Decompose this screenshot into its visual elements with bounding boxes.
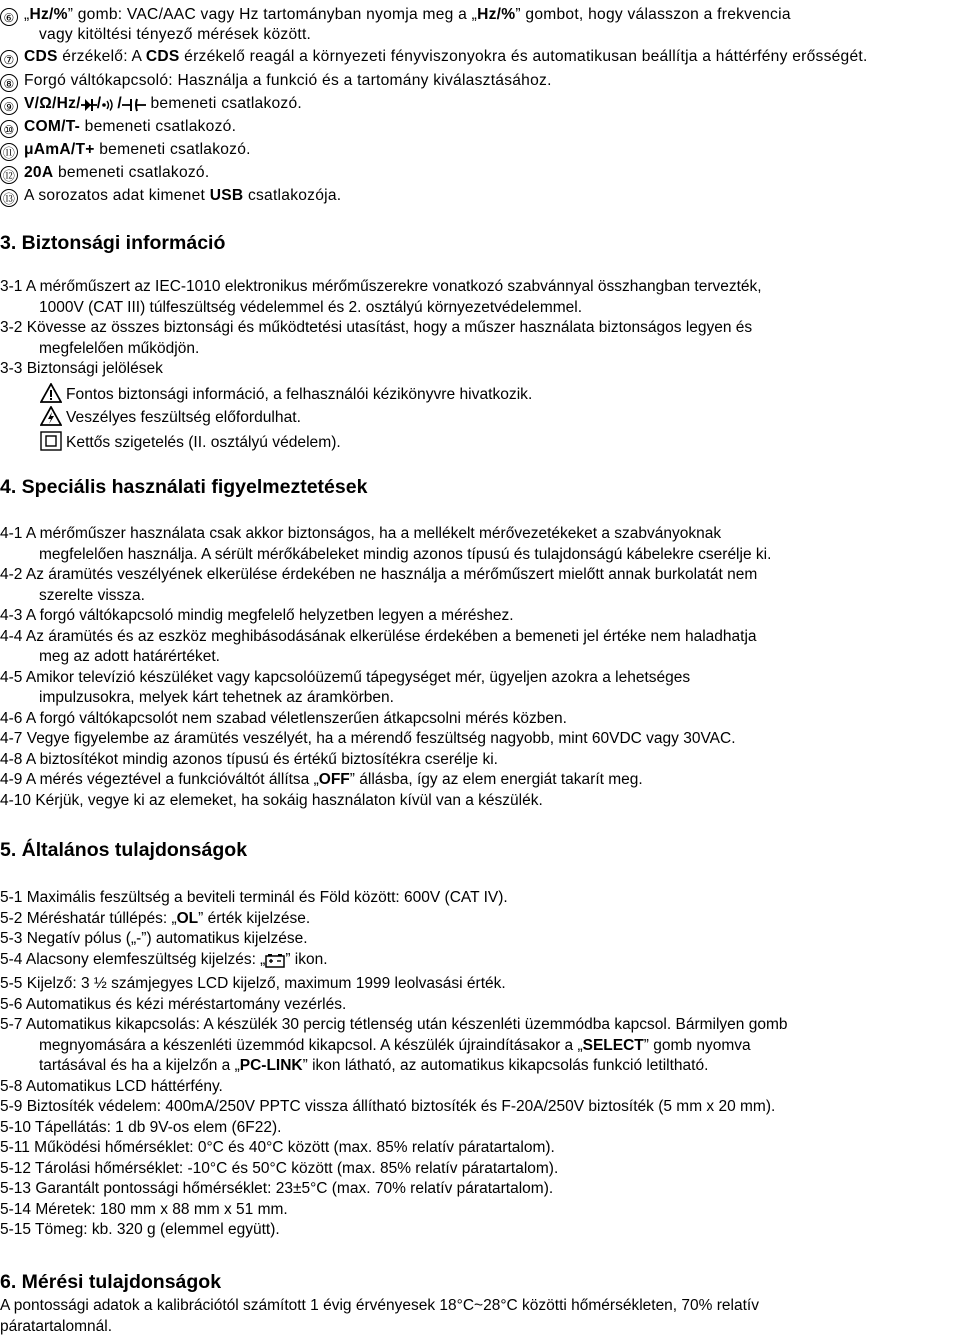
section-3-body: 3-1 A mérőműszert az IEC-1010 elektronikus mérőműszerekre vonatkozó szabvánnyal összhangban tervezték, 1000V (CAT III) túlfeszültség védelemmel és 2. osztályú környezetvédelemmel. 3-2 Kövesse az összes biztonsági és működtetési utasítást, hogy a műszer használata biztonságos legyen és megfelelően működjön. 3-3 Biztonsági jelölések — [0, 278, 762, 377]
buzzer-icon — [101, 98, 117, 118]
battery-icon — [265, 953, 285, 975]
warning-triangle-icon — [40, 383, 62, 403]
item-8: ⑧ Forgó váltókapcsoló: Használja a funkció és a tartomány kiválasztásához. — [0, 71, 552, 92]
section-5-heading: 5. Általános tulajdonságok — [0, 839, 248, 861]
hz-button-label: Hz/% — [29, 6, 68, 23]
diode-icon — [81, 98, 97, 118]
section-6-body: A pontossági adatok a kalibrációtól számított 1 évig érvényesek 18°C~28°C közötti hőmérsékleten, 70% relatív páratartalomnál. — [0, 1297, 759, 1335]
circled-number: ⑫ — [0, 166, 18, 184]
section-6-heading: 6. Mérési tulajdonságok — [0, 1271, 222, 1293]
safety-symbol-3: Kettős szigetelés (II. osztályú védelem). — [40, 431, 341, 453]
section-3-heading: 3. Biztonsági információ — [0, 232, 226, 254]
item-9: ⑨ V/Ω/Hz/ / / bemeneti csatlakozó. — [0, 94, 302, 118]
item-13: ⑬ A sorozatos adat kimenet USB csatlakozója. — [0, 186, 341, 207]
circled-number: ⑬ — [0, 189, 18, 207]
safety-symbol-1: Fontos biztonsági információ, a felhasználói kézikönyvre hivatkozik. — [40, 383, 532, 405]
circled-number: ⑨ — [0, 97, 18, 115]
section-4-body: 4-1 A mérőműszer használata csak akkor biztonságos, ha a mellékelt mérővezetékeket a szabványoknak megfelelően használja. A sérült mérőkábeleket mindig azonos típusú és tulajdonságú kábelekre cserélje ki. 4-2 Az áramütés veszélyének elkerülése érdekében ne használja a mérőműszert mielőtt annak burkolatát nem szerelte vissza. 4-3 A forgó váltókapcsoló mindig megfelelő helyzetben legyen a méréshez. 4-4 Az áramütés és az eszköz meghibásodásának elkerülése érdekében a bemeneti jel értéke nem haladhatja meg az adott határértéket. 4-5 Amikor televízió készüléket vagy kapcsolóüzemű tápegységet mér, ügyeljen azokra a lehetséges impulzusokra, melyek kárt tehetnek az áramkörben. 4-6 A forgó váltókapcsolót nem szabad véletlenszerűen átkapcsolni mérés közben. 4-7 Vegye figyelembe az áramütés veszélyét, ha a mérendő feszültség nagyobb, mint 60VDC vagy 30VAC. 4-8 A biztosítékot mindig azonos típusú és értékű biztosítékra cserélje ki. 4-9 A mérés végeztével a funkcióváltót állítsa „OFF” állásba, így az elem energiát takarít meg. 4-10 Kérjük, vegye ki az elemeket, ha sokáig használaton kívül van a készülék. — [0, 525, 772, 809]
circled-number: ⑩ — [0, 120, 18, 138]
item-12: ⑫ 20A bemeneti csatlakozó. — [0, 163, 209, 184]
item-6: ⑥ „Hz/%” gomb: VAC/AAC vagy Hz tartományban nyomja meg a „Hz/%” gombot, hogy válasszon a frekvencia — [0, 5, 791, 26]
circled-number: ⑥ — [0, 8, 18, 26]
safety-symbol-2: Veszélyes feszültség előfordulhat. — [40, 406, 301, 428]
high-voltage-icon — [40, 406, 62, 426]
circled-number: ⑦ — [0, 50, 18, 68]
section-5-body: 5-1 Maximális feszültség a beviteli terminál és Föld között: 600V (CAT IV). 5-2 Méréshatár túllépés: „OL” érték kijelzése. 5-3 Negatív pólus („-”) automatikus kijelzése. 5-4 Alacsony elemfeszültség kijelzés: „ ” ikon. 5-5 Kijelző: 3 ½ számjegyes LCD kijelző, maximum 1999 leolvasási érték. 5-6 Automatikus és kézi méréstartomány vezérlés. 5-7 Automatikus kikapcsolás: A készülék 30 percig tétlenség után készenléti üzemmódba kapcsol. Bármilyen gomb megnyomására a készenléti üzemmód kikapcsol. A készülék újraindításakor a „SELECT” gomb nyomva tartásával és ha a kijelzőn a „PC-LINK” ikon látható, az automatikus kikapcsolás funkció letiltható. 5-8 Automatikus LCD háttérfény. 5-9 Biztosíték védelem: 400mA/250V PPTC vissza állítható biztosíték és F-20A/250V biztosíték (5 mm x 20 mm). 5-10 Tápellátás: 1 db 9V-os elem (6F22). 5-11 Működési hőmérséklet: 0°C és 40°C között (max. 85% relatív páratartalom). 5-12 Tárolási hőmérséklet: -10°C és 50°C között (max. 85% relatív páratartalom). 5-13 Garantált pontossági hőmérséklet: 23±5°C (max. 70% relatív páratartalom). 5-14 Méretek: 180 mm x 88 mm x 51 mm. 5-15 Tömeg: kb. 320 g (elemmel együtt). — [0, 889, 788, 1238]
item-6-cont: vagy kitöltési tényező mérések között. — [39, 26, 312, 43]
double-insulation-icon — [40, 431, 62, 451]
circled-number: ⑧ — [0, 74, 18, 92]
item-7: ⑦ CDS érzékelő: A CDS érzékelő reagál a környezeti fényviszonyokra és automatikusan beállítja a háttérfény erősségét. — [0, 47, 868, 68]
section-4-heading: 4. Speciális használati figyelmeztetések — [0, 476, 368, 498]
item-10: ⑩ COM/T- bemeneti csatlakozó. — [0, 117, 236, 138]
capacitor-icon — [122, 98, 146, 118]
circled-number: ⑪ — [0, 143, 18, 161]
item-11: ⑪ μAmA/T+ bemeneti csatlakozó. — [0, 140, 251, 161]
